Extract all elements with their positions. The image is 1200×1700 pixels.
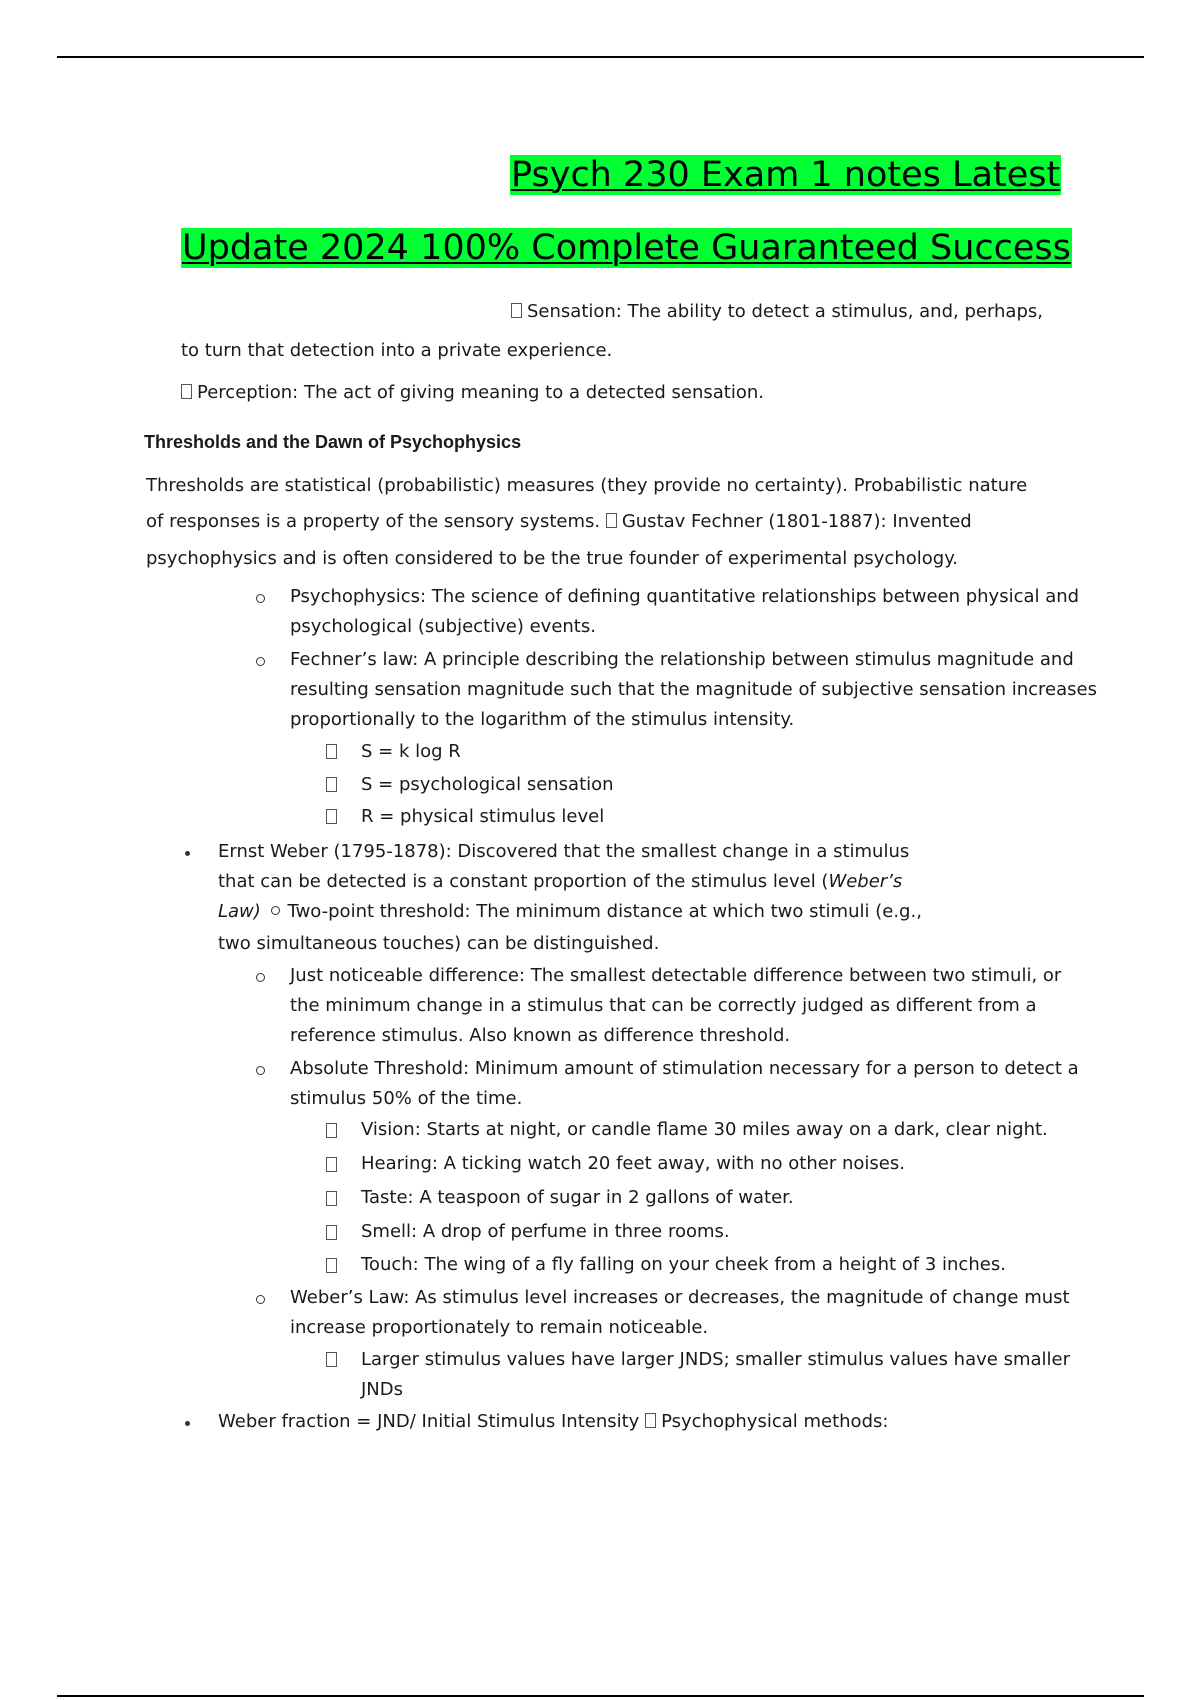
fechner-line-1: Fechner’s law: A principle describing the relationship between stimulus magnitude and	[290, 649, 1074, 670]
psychophysics-line-2: psychological (subjective) events.	[290, 616, 596, 637]
paragraph-line-2: of responses is a property of the sensory systems. Gustav Fechner (1801-1887): Invented	[146, 511, 972, 532]
circle-bullet-icon	[271, 906, 280, 915]
square-bullet-icon	[326, 809, 337, 824]
circle-bullet-icon	[256, 657, 265, 666]
sensation-line: Sensation: The ability to detect a stimulus, and, perhaps,	[511, 300, 1043, 324]
perception-line: Perception: The act of giving meaning to a detected sensation.	[181, 381, 764, 405]
circle-bullet-icon	[256, 1295, 265, 1304]
weber-line-3: Law) Two-point threshold: The minimum distance at which two stimuli (e.g.,	[218, 901, 922, 922]
fechner-sub-item: R = physical stimulus level	[361, 806, 605, 827]
weber-line-4: two simultaneous touches) can be distinguished.	[218, 933, 660, 954]
weberlaw-line-2: increase proportionately to remain noticeable.	[290, 1317, 709, 1338]
sensation-continuation: to turn that detection into a private experience.	[181, 340, 613, 361]
square-bullet-icon	[326, 1225, 337, 1240]
square-bullet-icon	[326, 1258, 337, 1273]
jnd-line-3: reference stimulus. Also known as difference threshold.	[290, 1025, 791, 1046]
fechner-line-3: proportionally to the logarithm of the stimulus intensity.	[290, 709, 795, 730]
square-bullet-icon	[326, 1123, 337, 1138]
circle-bullet-icon	[256, 1066, 265, 1075]
absolute-sub-item: Smell: A drop of perfume in three rooms.	[361, 1221, 730, 1242]
weberlaw-sub-line-1: Larger stimulus values have larger JNDS; smaller stimulus values have smaller	[361, 1349, 1070, 1370]
absolute-sub-item: Vision: Starts at night, or candle flame 30 miles away on a dark, clear night.	[361, 1119, 1048, 1140]
paragraph-line-1: Thresholds are statistical (probabilistic) measures (they provide no certainty). Probabilistic nature	[146, 475, 1028, 496]
jnd-line-2: the minimum change in a stimulus that can be correctly judged as different from a	[290, 995, 1037, 1016]
weberlaw-line-1: Weber’s Law: As stimulus level increases or decreases, the magnitude of change must	[290, 1287, 1070, 1308]
psychophysics-line-1: Psychophysics: The science of defining quantitative relationships between physical and	[290, 586, 1080, 607]
square-bullet-icon	[326, 1157, 337, 1172]
missing-glyph-icon	[511, 303, 522, 318]
square-bullet-icon	[326, 1352, 337, 1367]
fechner-line-2: resulting sensation magnitude such that the magnitude of subjective sensation increases	[290, 679, 1097, 700]
weberlaw-sub-line-2: JNDs	[361, 1379, 404, 1400]
bottom-rule	[57, 1695, 1144, 1697]
absolute-line-1: Absolute Threshold: Minimum amount of stimulation necessary for a person to detect a	[290, 1058, 1079, 1079]
document-title-line-1: Psych 230 Exam 1 notes Latest	[511, 155, 1061, 195]
circle-bullet-icon	[256, 973, 265, 982]
absolute-line-2: stimulus 50% of the time.	[290, 1088, 523, 1109]
section-heading: Thresholds and the Dawn of Psychophysics	[144, 432, 522, 452]
absolute-sub-item: Hearing: A ticking watch 20 feet away, with no other noises.	[361, 1153, 905, 1174]
fechner-sub-item: S = k log R	[361, 741, 461, 762]
weber-line-2: that can be detected is a constant proportion of the stimulus level (Weber’s	[218, 871, 903, 892]
missing-glyph-icon	[181, 384, 192, 399]
fechner-sub-item: S = psychological sensation	[361, 774, 614, 795]
top-rule	[57, 56, 1144, 58]
circle-bullet-icon	[256, 594, 265, 603]
weber-fraction-line: Weber fraction = JND/ Initial Stimulus Intensity Psychophysical methods:	[218, 1411, 889, 1432]
jnd-line-1: Just noticeable difference: The smallest detectable difference between two stimuli, or	[290, 965, 1062, 986]
bullet-dot-icon	[185, 1421, 190, 1426]
absolute-sub-item: Taste: A teaspoon of sugar in 2 gallons of water.	[361, 1187, 794, 1208]
bullet-dot-icon	[185, 851, 190, 856]
document-title-line-2: Update 2024 100% Complete Guaranteed Success	[182, 228, 1071, 268]
missing-glyph-icon	[606, 513, 617, 528]
square-bullet-icon	[326, 744, 337, 759]
square-bullet-icon	[326, 1191, 337, 1206]
weber-line-1: Ernst Weber (1795-1878): Discovered that the smallest change in a stimulus	[218, 841, 910, 862]
paragraph-line-3: psychophysics and is often considered to be the true founder of experimental psychology.	[146, 548, 958, 569]
square-bullet-icon	[326, 777, 337, 792]
absolute-sub-item: Touch: The wing of a fly falling on your cheek from a height of 3 inches.	[361, 1254, 1006, 1275]
missing-glyph-icon	[645, 1413, 656, 1428]
